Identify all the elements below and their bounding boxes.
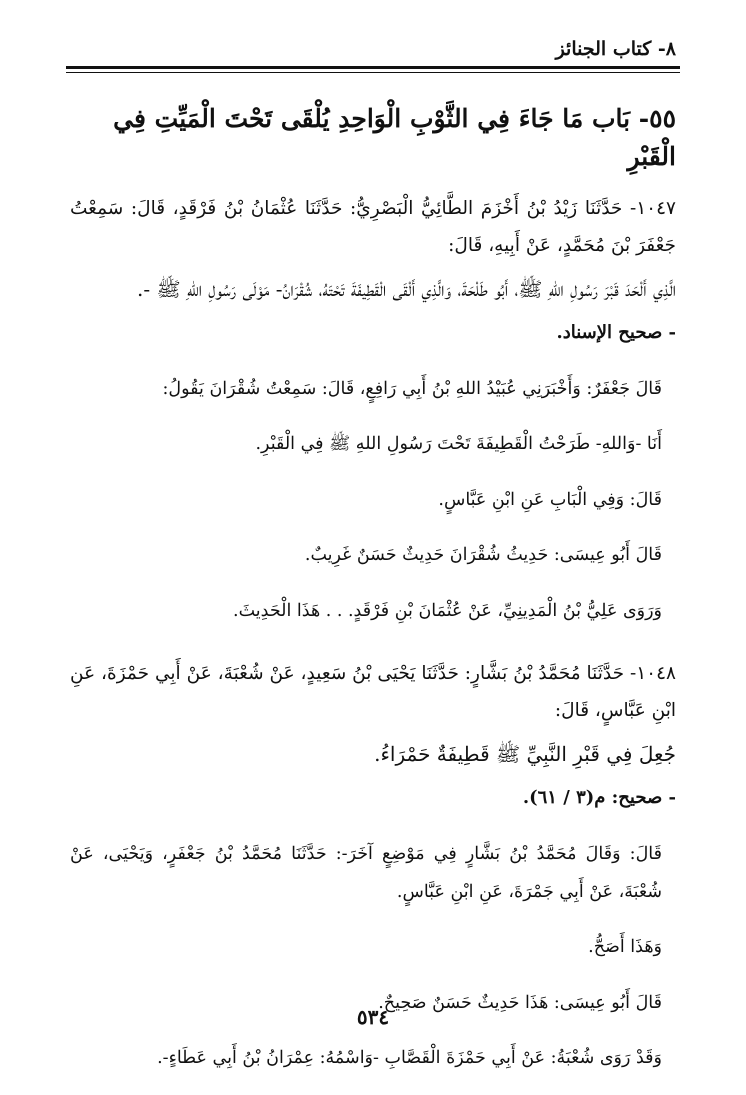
hadith-1047-note: أَنَا -وَاللهِ- طَرَحْتُ الْقَطِيفَةَ تَحْتَ رَسُولِ اللهِ ﷺ فِي الْقَبْرِ. [255,434,662,454]
hadith-1048-isnad: ١٠٤٨- حَدَّثَنَا مُحَمَّدُ بْنُ بَشَّارٍ: حَدَّثَنَا يَحْيَى بْنُ سَعِيدٍ، عَنْ شُعْبَةَ، عَنْ أَبِي حَمْزَةَ، عَنِ ابْنِ عَبَّاسٍ، قَالَ: [70,663,676,721]
section-gap [70,647,676,655]
page-number: ٥٣٤ [356,1005,390,1029]
header-rule-thick [66,66,680,69]
hadith-1047-note: قَالَ جَعْفَرٌ: وَأَخْبَرَنِي عُبَيْدُ اللهِ بْنُ أَبِي رَافِعٍ، قَالَ: سَمِعْتُ شُقْرَانَ يَقُولُ: [162,378,662,399]
hadith-1047-isnad: ١٠٤٧- حَدَّثَنَا زَيْدُ بْنُ أَخْزَمَ الطَّائِيُّ الْبَصْرِيُّ: حَدَّثَنَا عُثْمَانُ بْنُ فَرْقَدٍ، قَالَ: سَمِعْتُ جَعْفَرَ بْنَ مُحَمَّدٍ، عَنْ أَبِيهِ، قَالَ: [70,198,676,256]
hadith-1048-grade: - صحيح: م(٣ / ٦١). [522,787,676,808]
page-body [70,100,676,1095]
hadith-1048-note: وَهَذَا أَصَحُّ. [588,937,662,957]
hadith-1048-note: قَالَ أَبُو عِيسَى: هَذَا حَدِيثٌ حَسَنٌ صَحِيحٌ. [378,992,662,1013]
hadith-1048-note: قَالَ: وَقَالَ مُحَمَّدُ بْنُ بَشَّارٍ فِي مَوْضِعٍ آخَرَ-: حَدَّثَنَا مُحَمَّدُ بْنُ جَعْفَرٍ، وَيَحْيَى، عَنْ شُعْبَةَ، عَنْ أَبِي جَمْرَةَ، عَنِ ابْنِ عَبَّاسٍ. [70,843,662,902]
hadith-1047-grade: - صحيح الإسناد. [556,322,676,343]
hadith-1047-note: قَالَ أَبُو عِيسَى: حَدِيثُ شُقْرَانَ حَدِيثٌ حَسَنٌ غَرِيبٌ. [304,545,662,565]
hadith-1047-note: قَالَ: وَفِي الْبَابِ عَنِ ابْنِ عَبَّاسٍ. [438,489,662,510]
hadith-1048-note: وَقَدْ رَوَى شُعْبَةُ: عَنْ أَبِي حَمْزَةَ الْقَصَّابِ -وَاسْمُهُ: عِمْرَانُ بْنُ أَبِي عَطَاءٍ-. [157,1048,662,1068]
hadith-1047-matn: الَّذِي أَلْحَدَ قَبْرَ رَسُولِ اللهِ ﷺ، أَبُو طَلْحَةَ، وَالَّذِي أَلْقَى الْقَطِيفَةَ تَحْتَهُ، شُقْرَانُ- مَوْلَى رَسُولِ اللهِ ﷺ -. [137,277,676,301]
header-rule-thin [66,72,680,73]
running-header-title: ٨- كتاب الجنائز [555,38,676,60]
hadith-1047-note: وَرَوَى عَلِيُّ بْنُ الْمَدِينِيِّ، عَنْ عُثْمَانَ بْنِ فَرْقَدٍ. . . هَذَا الْحَدِيثَ. [233,600,662,621]
chapter-heading: ٥٥- بَاب مَا جَاءَ فِي الثَّوْبِ الْوَاحِدِ يُلْقَى تَحْتَ الْمَيِّتِ فِي الْقَبْرِ [113,104,676,171]
hadith-1048-matn: جُعِلَ فِي قَبْرِ النَّبِيِّ ﷺ قَطِيفَةٌ حَمْرَاءُ. [374,742,676,766]
